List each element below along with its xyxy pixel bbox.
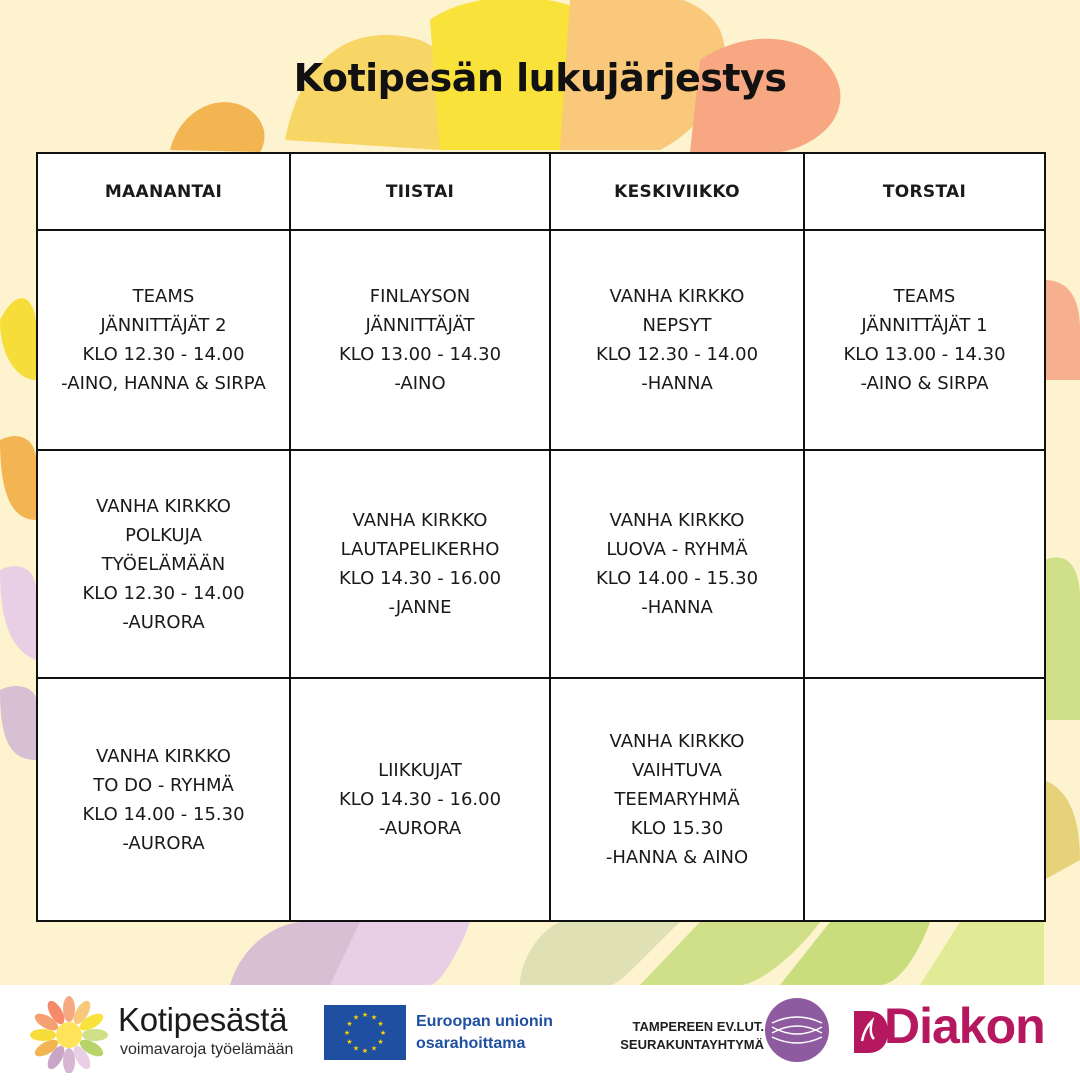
- cell-line: -AURORA: [122, 832, 205, 854]
- cell-line: POLKUJA: [125, 524, 202, 546]
- svg-text:★: ★: [352, 1013, 360, 1022]
- sunflower-logo-icon: [26, 993, 112, 1073]
- schedule-row: [37, 450, 1045, 678]
- schedule-table: [36, 152, 1046, 922]
- cell-line: VANHA KIRKKO: [609, 286, 745, 307]
- schedule-cell-tuesday: [290, 230, 550, 450]
- header-tuesday: TIISTAI: [290, 153, 550, 230]
- cell-line: VANHA KIRKKO: [609, 731, 745, 752]
- schedule-cell-wednesday: [550, 678, 804, 921]
- eu-line-1: Euroopan unionin: [416, 1013, 553, 1030]
- cell-line: KLO 13.00 - 14.30: [338, 344, 502, 365]
- cell-line: -AURORA: [122, 611, 205, 633]
- cell-line: KLO 12.30 - 14.00: [82, 344, 245, 365]
- footer-logos: [0, 985, 1080, 1080]
- cell-line: VAIHTUVA: [632, 760, 722, 781]
- cell-line: VANHA KIRKKO: [609, 510, 745, 531]
- svg-text:★: ★: [346, 1038, 353, 1046]
- cell-line: JÄNNITTÄJÄT 1: [861, 315, 988, 336]
- cell-line: -HANNA: [641, 597, 713, 618]
- schedule-cell-thursday: [804, 450, 1045, 678]
- eu-flag-icon: [324, 1005, 406, 1060]
- header-monday: MAANANTAI: [37, 153, 290, 230]
- schedule-row: [37, 230, 1045, 450]
- cell-line: NEPSYT: [642, 315, 712, 336]
- cell-line: JÄNNITTÄJÄT: [365, 315, 475, 336]
- tre-line-2: SEURAKUNTAYHTYMÄ: [620, 1037, 764, 1052]
- cell-line: KLO 15.30: [630, 818, 724, 839]
- schedule-cell-monday: [37, 678, 290, 921]
- diakon-wordmark: Diakon: [884, 998, 1045, 1054]
- cell-line: LAUTAPELIKERHO: [340, 539, 500, 560]
- svg-text:★: ★: [346, 1020, 353, 1028]
- schedule-row: [37, 678, 1045, 921]
- schedule-cell-tuesday: [290, 678, 550, 921]
- tre-seurakunta-logo-icon: [764, 997, 830, 1063]
- cell-line: KLO 12.30 - 14.00: [82, 582, 245, 604]
- cell-line: KLO 12.30 - 14.00: [595, 344, 759, 365]
- cell-line: VANHA KIRKKO: [96, 745, 231, 767]
- schedule-cell-thursday: [804, 678, 1045, 921]
- cell-line: TEAMS: [893, 286, 956, 307]
- header-wednesday: KESKIVIIKKO: [550, 153, 804, 230]
- cell-line: KLO 13.00 - 14.30: [843, 344, 1006, 365]
- cell-line: TEAMS: [132, 286, 195, 307]
- svg-text:★: ★: [361, 1047, 369, 1055]
- cell-line: JÄNNITTÄJÄT 2: [100, 315, 227, 336]
- cell-line: KLO 14.00 - 15.30: [82, 803, 245, 825]
- eu-funding-text: [416, 1011, 553, 1055]
- cell-line: LUOVA - RYHMÄ: [606, 539, 748, 560]
- svg-text:★: ★: [352, 1044, 360, 1053]
- cell-line: KLO 14.30 - 16.00: [338, 568, 502, 589]
- kotipesa-tagline: voimavaroja työelämään: [120, 1041, 294, 1058]
- kotipesa-name: Kotipesästä: [118, 1001, 288, 1038]
- svg-text:★: ★: [379, 1029, 387, 1037]
- cell-line: KLO 14.00 - 15.30: [595, 568, 759, 589]
- svg-text:★: ★: [361, 1011, 369, 1019]
- cell-line: -HANNA: [641, 373, 713, 394]
- schedule-cell-monday: [37, 230, 290, 450]
- schedule-cell-monday: [37, 450, 290, 678]
- svg-text:★: ★: [343, 1029, 351, 1037]
- svg-text:★: ★: [377, 1038, 384, 1046]
- schedule-cell-wednesday: [550, 230, 804, 450]
- cell-line: -AINO & SIRPA: [860, 373, 989, 394]
- header-thursday: TORSTAI: [804, 153, 1045, 230]
- cell-line: TEEMARYHMÄ: [614, 789, 740, 810]
- cell-line: -AINO, HANNA & SIRPA: [61, 373, 266, 394]
- cell-line: -AURORA: [378, 818, 462, 839]
- cell-line: -JANNE: [388, 597, 452, 618]
- cell-line: KLO 14.30 - 16.00: [338, 789, 502, 810]
- page-title: Kotipesän lukujärjestys: [293, 56, 787, 100]
- svg-text:★: ★: [377, 1020, 384, 1028]
- svg-text:★: ★: [370, 1044, 378, 1053]
- schedule-cell-tuesday: [290, 450, 550, 678]
- cell-line: TO DO - RYHMÄ: [93, 774, 234, 796]
- cell-line: TYÖELÄMÄÄN: [101, 553, 226, 575]
- tre-parish-text: [596, 1018, 764, 1054]
- eu-line-2: osarahoittama: [416, 1035, 526, 1052]
- svg-text:★: ★: [370, 1013, 378, 1022]
- cell-line: -HANNA & AINO: [605, 847, 749, 868]
- cell-line: LIIKKUJAT: [378, 760, 462, 781]
- cell-line: -AINO: [394, 373, 446, 394]
- schedule-cell-wednesday: [550, 450, 804, 678]
- cell-line: VANHA KIRKKO: [352, 510, 488, 531]
- schedule-cell-thursday: [804, 230, 1045, 450]
- cell-line: FINLAYSON: [369, 286, 471, 307]
- cell-line: VANHA KIRKKO: [96, 495, 231, 517]
- header-row: [37, 153, 1045, 230]
- tre-line-1: TAMPEREEN EV.LUT.: [632, 1019, 764, 1034]
